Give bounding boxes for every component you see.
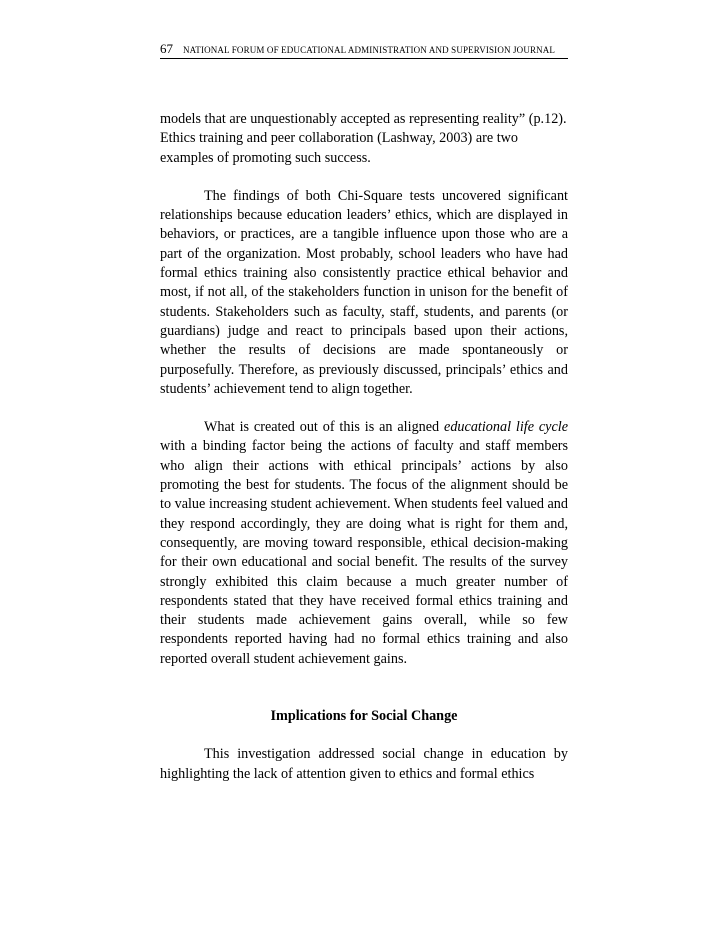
body-text	[160, 110, 568, 784]
running-header	[160, 40, 568, 59]
paragraph-life-cycle-rest: with a binding factor being the actions of faculty and staff members who align their actions with ethical principals’ actions by also promoting the best for students. The focus of the alignment should be to value increasing student achievement. When students feel valued and they respond accordingly, they are doing what is right for them and, consequently, are moving toward responsible, ethical decision-making for their own educational and social benefit. The results of the survey strongly exhibited this claim because a much greater number of respondents stated that they have received formal ethics training and their students made achievement gains overall, while so few respondents reported having had no formal ethics training and also reported overall student achievement gains.	[160, 438, 568, 667]
paragraph-chi-square-findings: The findings of both Chi-Square tests uncovered significant relationships because education leaders’ ethics, which are displayed in behaviors, or practices, are a tangible influence upon those who are a part of the organization. Most probably, school leaders who have had formal ethics training also consistently practice ethical behavior and most, if not all, of the stakeholders function in unison for the benefit of students. Stakeholders such as faculty, staff, students, and parents (or guardians) judge and react to principals based upon their actions, whether the results of decisions are made spontaneously or purposefully. Therefore, as previously discussed, principals’ ethics and students’ achievement tend to align together.	[160, 187, 568, 397]
paragraph-social-change: This investigation addressed social change in education by highlighting the lack of attention given to ethics and formal ethics	[160, 746, 568, 782]
paragraph-ethics-training: Ethics training and peer collaboration (Lashway, 2003) are two examples of promoting such success.	[160, 130, 518, 166]
journal-title: NATIONAL FORUM OF EDUCATIONAL ADMINISTRATION AND SUPERVISION JOURNAL	[183, 45, 556, 55]
page-number: 67	[160, 41, 173, 56]
paragraph-life-cycle-intro: What is created out of this is an aligned	[204, 419, 445, 436]
paragraph-quote-end: models that are unquestionably accepted as representing reality” (p.12).	[160, 111, 567, 127]
section-heading: Implications for Social Change	[270, 708, 458, 725]
paragraph-life-cycle	[160, 418, 568, 669]
emphasis-educational-life-cycle: educational life cycle	[444, 419, 569, 436]
